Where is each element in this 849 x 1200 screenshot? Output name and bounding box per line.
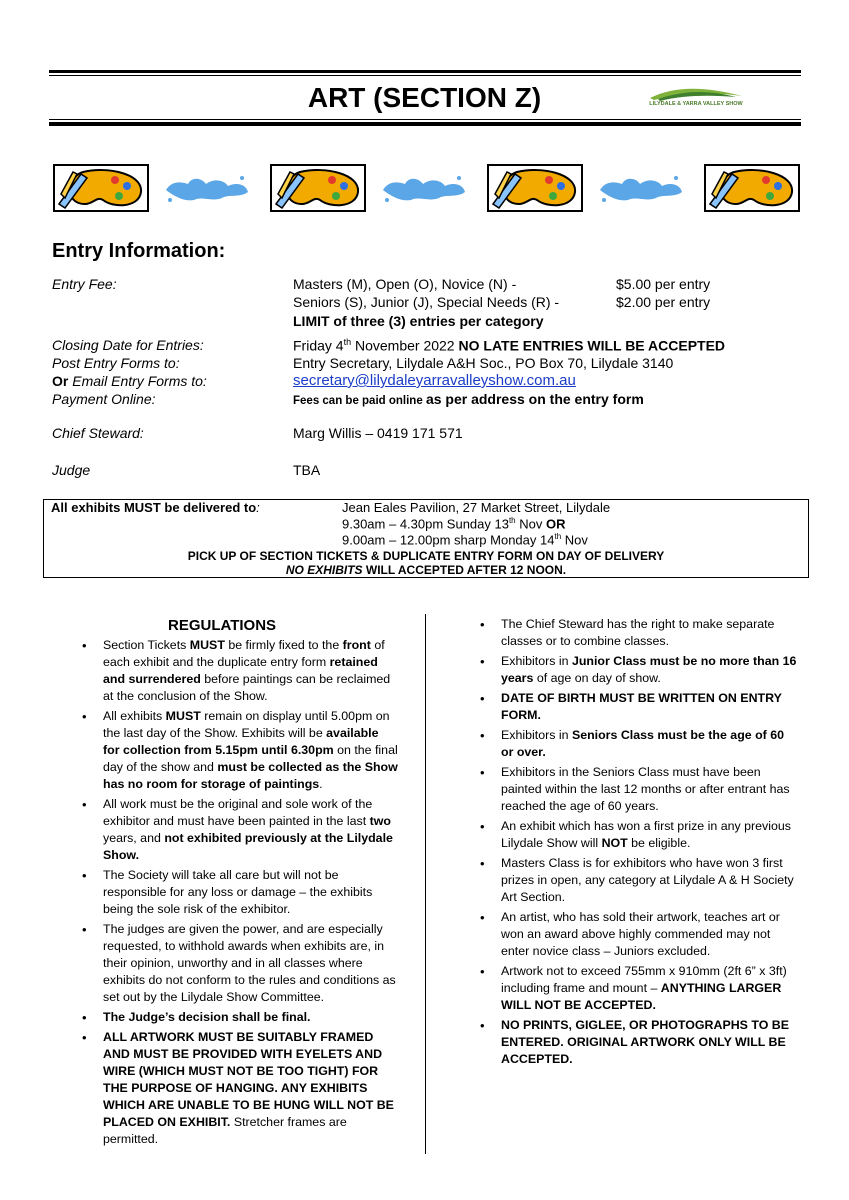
regulations-list-left bbox=[78, 637, 398, 1151]
regulation-text: An exhibit which has won a first prize in any previous Lilydale Show will bbox=[501, 819, 791, 850]
regulation-item bbox=[476, 1017, 798, 1068]
regulation-item bbox=[78, 867, 398, 918]
regulation-text: All work must be the original and sole work of the exhibitor and must have been painted in the last bbox=[103, 797, 373, 828]
paint-splash-icon bbox=[596, 172, 684, 209]
judge-label: Judge bbox=[52, 462, 91, 478]
regulation-text: An artist, who has sold their artwork, teaches art or won an award above highly commended may not enter novice class – Juniors excluded. bbox=[501, 910, 780, 958]
email-forms-value[interactable] bbox=[293, 372, 576, 389]
regulation-text: available for collection from 5.15pm until 6.30pm bbox=[103, 726, 379, 757]
regulation-text: be firmly fixed to the bbox=[224, 638, 343, 652]
regulation-text: ALL ARTWORK MUST BE SUITABLY FRAMED AND MUST BE PROVIDED WITH EYELETS AND WIRE (WHICH MUST NOT BE TOO TIGHT) FOR THE PURPOSE OF HANGING. ANY EXHIBITS WHICH ARE UNABLE TO BE HUNG WILL NOT BE PLACED ON EXHIBIT. bbox=[103, 1030, 394, 1129]
regulation-text: ANYTHING LARGER WILL NOT BE ACCEPTED. bbox=[501, 981, 782, 1012]
palette-icon bbox=[704, 164, 800, 217]
entry-fee-amount-2: $2.00 per entry bbox=[616, 294, 711, 310]
regulations-heading: REGULATIONS bbox=[168, 617, 277, 634]
entry-fee-amount-1: $5.00 per entry bbox=[616, 276, 711, 292]
regulation-item bbox=[78, 921, 398, 1006]
logo-text: LILYDALE & YARRA VALLEY SHOW bbox=[649, 101, 743, 107]
chief-steward-value: Marg Willis – 0419 171 571 bbox=[293, 425, 463, 441]
regulation-text: of each exhibit and the duplicate entry form bbox=[103, 638, 385, 669]
regulation-text: Artwork not to exceed 755mm x 910mm (2ft 6” x 3ft) including frame and mount – bbox=[501, 964, 787, 995]
regulation-item bbox=[476, 764, 798, 815]
regulation-item bbox=[78, 637, 398, 705]
delivery-time-sunday: 9.30am – 4.30pm Sunday 13th Nov OR bbox=[342, 516, 566, 532]
palette-icon bbox=[487, 164, 583, 217]
regulation-text: on the final day of the show and bbox=[103, 743, 398, 774]
regulation-text: Masters Class is for exhibitors who have won 3 first prizes in open, any category at Lilydale A & H Society Art Section. bbox=[501, 856, 794, 904]
regulation-item bbox=[78, 1029, 398, 1148]
closing-date-label: Closing Date for Entries: bbox=[52, 337, 204, 353]
header-rule-top-thin bbox=[49, 75, 801, 76]
post-forms-value: Entry Secretary, Lilydale A&H Soc., PO Box 70, Lilydale 3140 bbox=[293, 355, 674, 371]
regulation-text: Stretcher frames are permitted. bbox=[103, 1115, 347, 1146]
regulation-text: The Chief Steward has the right to make separate classes or to combine classes. bbox=[501, 617, 775, 648]
chief-steward-label: Chief Steward: bbox=[52, 425, 144, 441]
entry-info-heading: Entry Information: bbox=[52, 240, 226, 262]
regulation-item bbox=[78, 1009, 398, 1026]
regulation-text: All exhibits bbox=[103, 709, 166, 723]
regulation-text: be eligible. bbox=[627, 836, 691, 850]
post-forms-label: Post Entry Forms to: bbox=[52, 355, 180, 371]
regulation-item bbox=[476, 909, 798, 960]
regulation-text: two bbox=[369, 814, 391, 828]
show-logo bbox=[644, 84, 748, 112]
regulation-text: must be collected as the Show has no room for storage of paintings bbox=[103, 760, 398, 791]
payment-online-label: Payment Online: bbox=[52, 391, 156, 407]
delivery-notice-tickets: PICK UP OF SECTION TICKETS & DUPLICATE ENTRY FORM ON DAY OF DELIVERY bbox=[187, 549, 665, 563]
delivery-time-monday: 9.00am – 12.00pm sharp Monday 14th Nov bbox=[342, 532, 588, 548]
regulation-text: of age on day of show. bbox=[533, 671, 661, 685]
regulation-item bbox=[476, 818, 798, 852]
header-rule-bottom bbox=[49, 122, 801, 126]
regulation-text: Junior Class must be no more than 16 years bbox=[501, 654, 797, 685]
delivery-notice-noon: NO EXHIBITS WILL ACCEPTED AFTER 12 NOON. bbox=[285, 563, 567, 577]
email-forms-label: Or Email Entry Forms to: bbox=[52, 373, 207, 389]
regulation-item bbox=[476, 855, 798, 906]
entry-limit: LIMIT of three (3) entries per category bbox=[293, 313, 544, 329]
payment-online-value: Fees can be paid online as per address on the entry form bbox=[293, 391, 644, 407]
judge-value: TBA bbox=[293, 462, 321, 478]
regulation-text: NOT bbox=[601, 836, 628, 850]
regulation-text: The judges are given the power, and are especially requested, to withhold awards when exhibits are, in their opinion, unworthy and in all classes where exhibits do not conform to the rules and conditions as set out by the Lilydale Show Committee. bbox=[103, 922, 396, 1004]
regulation-text: Exhibitors in bbox=[501, 728, 572, 742]
regulation-text: Seniors Class must be the age of 60 or over. bbox=[501, 728, 785, 759]
palette-icon bbox=[53, 164, 149, 217]
column-divider bbox=[425, 614, 426, 1154]
regulation-text: before paintings can be reclaimed at the conclusion of the Show. bbox=[103, 672, 391, 703]
header-rule-bottom-thin bbox=[49, 119, 801, 120]
delivery-label: All exhibits MUST be delivered to: bbox=[51, 500, 260, 515]
header-rule-top bbox=[49, 70, 801, 73]
email-link[interactable]: secretary@lilydaleyarravalleyshow.com.au bbox=[293, 372, 576, 389]
paint-splash-icon bbox=[379, 172, 467, 209]
page-title: ART (SECTION Z) bbox=[307, 82, 542, 113]
delivery-box bbox=[43, 499, 809, 578]
regulation-text: Exhibitors in the Seniors Class must have been painted within the last 12 months or after entrant has reached the age of 60 years. bbox=[501, 765, 790, 813]
entry-fee-label: Entry Fee: bbox=[52, 276, 117, 292]
palette-icon bbox=[270, 164, 366, 217]
closing-date-value: Friday 4th November 2022 NO LATE ENTRIES WILL BE ACCEPTED bbox=[293, 337, 726, 354]
regulation-text: NO PRINTS, GIGLEE, OR PHOTOGRAPHS TO BE ENTERED. ORIGINAL ARTWORK ONLY WILL BE ACCEPTED. bbox=[501, 1018, 790, 1066]
regulation-text: . bbox=[319, 777, 323, 791]
regulation-item bbox=[78, 708, 398, 793]
regulation-text: front bbox=[342, 638, 371, 652]
regulation-item bbox=[476, 653, 798, 687]
regulations-list-right bbox=[476, 616, 798, 1071]
delivery-location: Jean Eales Pavilion, 27 Market Street, Lilydale bbox=[342, 500, 611, 515]
regulation-text: not exhibited previously at the Lilydale Show. bbox=[103, 831, 393, 862]
entry-fee-line-2: Seniors (S), Junior (J), Special Needs (R) - bbox=[293, 294, 560, 310]
regulation-text: The Judge’s decision shall be final. bbox=[103, 1010, 311, 1024]
regulation-item bbox=[78, 796, 398, 864]
paint-splash-icon bbox=[162, 172, 250, 209]
regulation-item bbox=[476, 690, 798, 724]
regulation-text: The Society will take all care but will not be responsible for any loss or damage – the exhibits being the sole risk of the exhibitor. bbox=[103, 868, 373, 916]
regulation-text: Exhibitors in bbox=[501, 654, 572, 668]
regulation-text: retained and surrendered bbox=[103, 655, 378, 686]
regulation-text: DATE OF BIRTH MUST BE WRITTEN ON ENTRY FORM. bbox=[501, 691, 782, 722]
entry-fee-line-1: Masters (M), Open (O), Novice (N) - bbox=[293, 276, 517, 292]
regulation-item bbox=[476, 616, 798, 650]
regulation-item bbox=[476, 963, 798, 1014]
regulation-text: MUST bbox=[189, 638, 225, 652]
regulation-text: Section Tickets bbox=[103, 638, 190, 652]
regulation-text: MUST bbox=[165, 709, 201, 723]
regulation-text: years, and bbox=[103, 831, 165, 845]
regulation-item bbox=[476, 727, 798, 761]
regulation-text: remain on display until 5.00pm on the last day of the Show. Exhibits will be bbox=[103, 709, 390, 740]
